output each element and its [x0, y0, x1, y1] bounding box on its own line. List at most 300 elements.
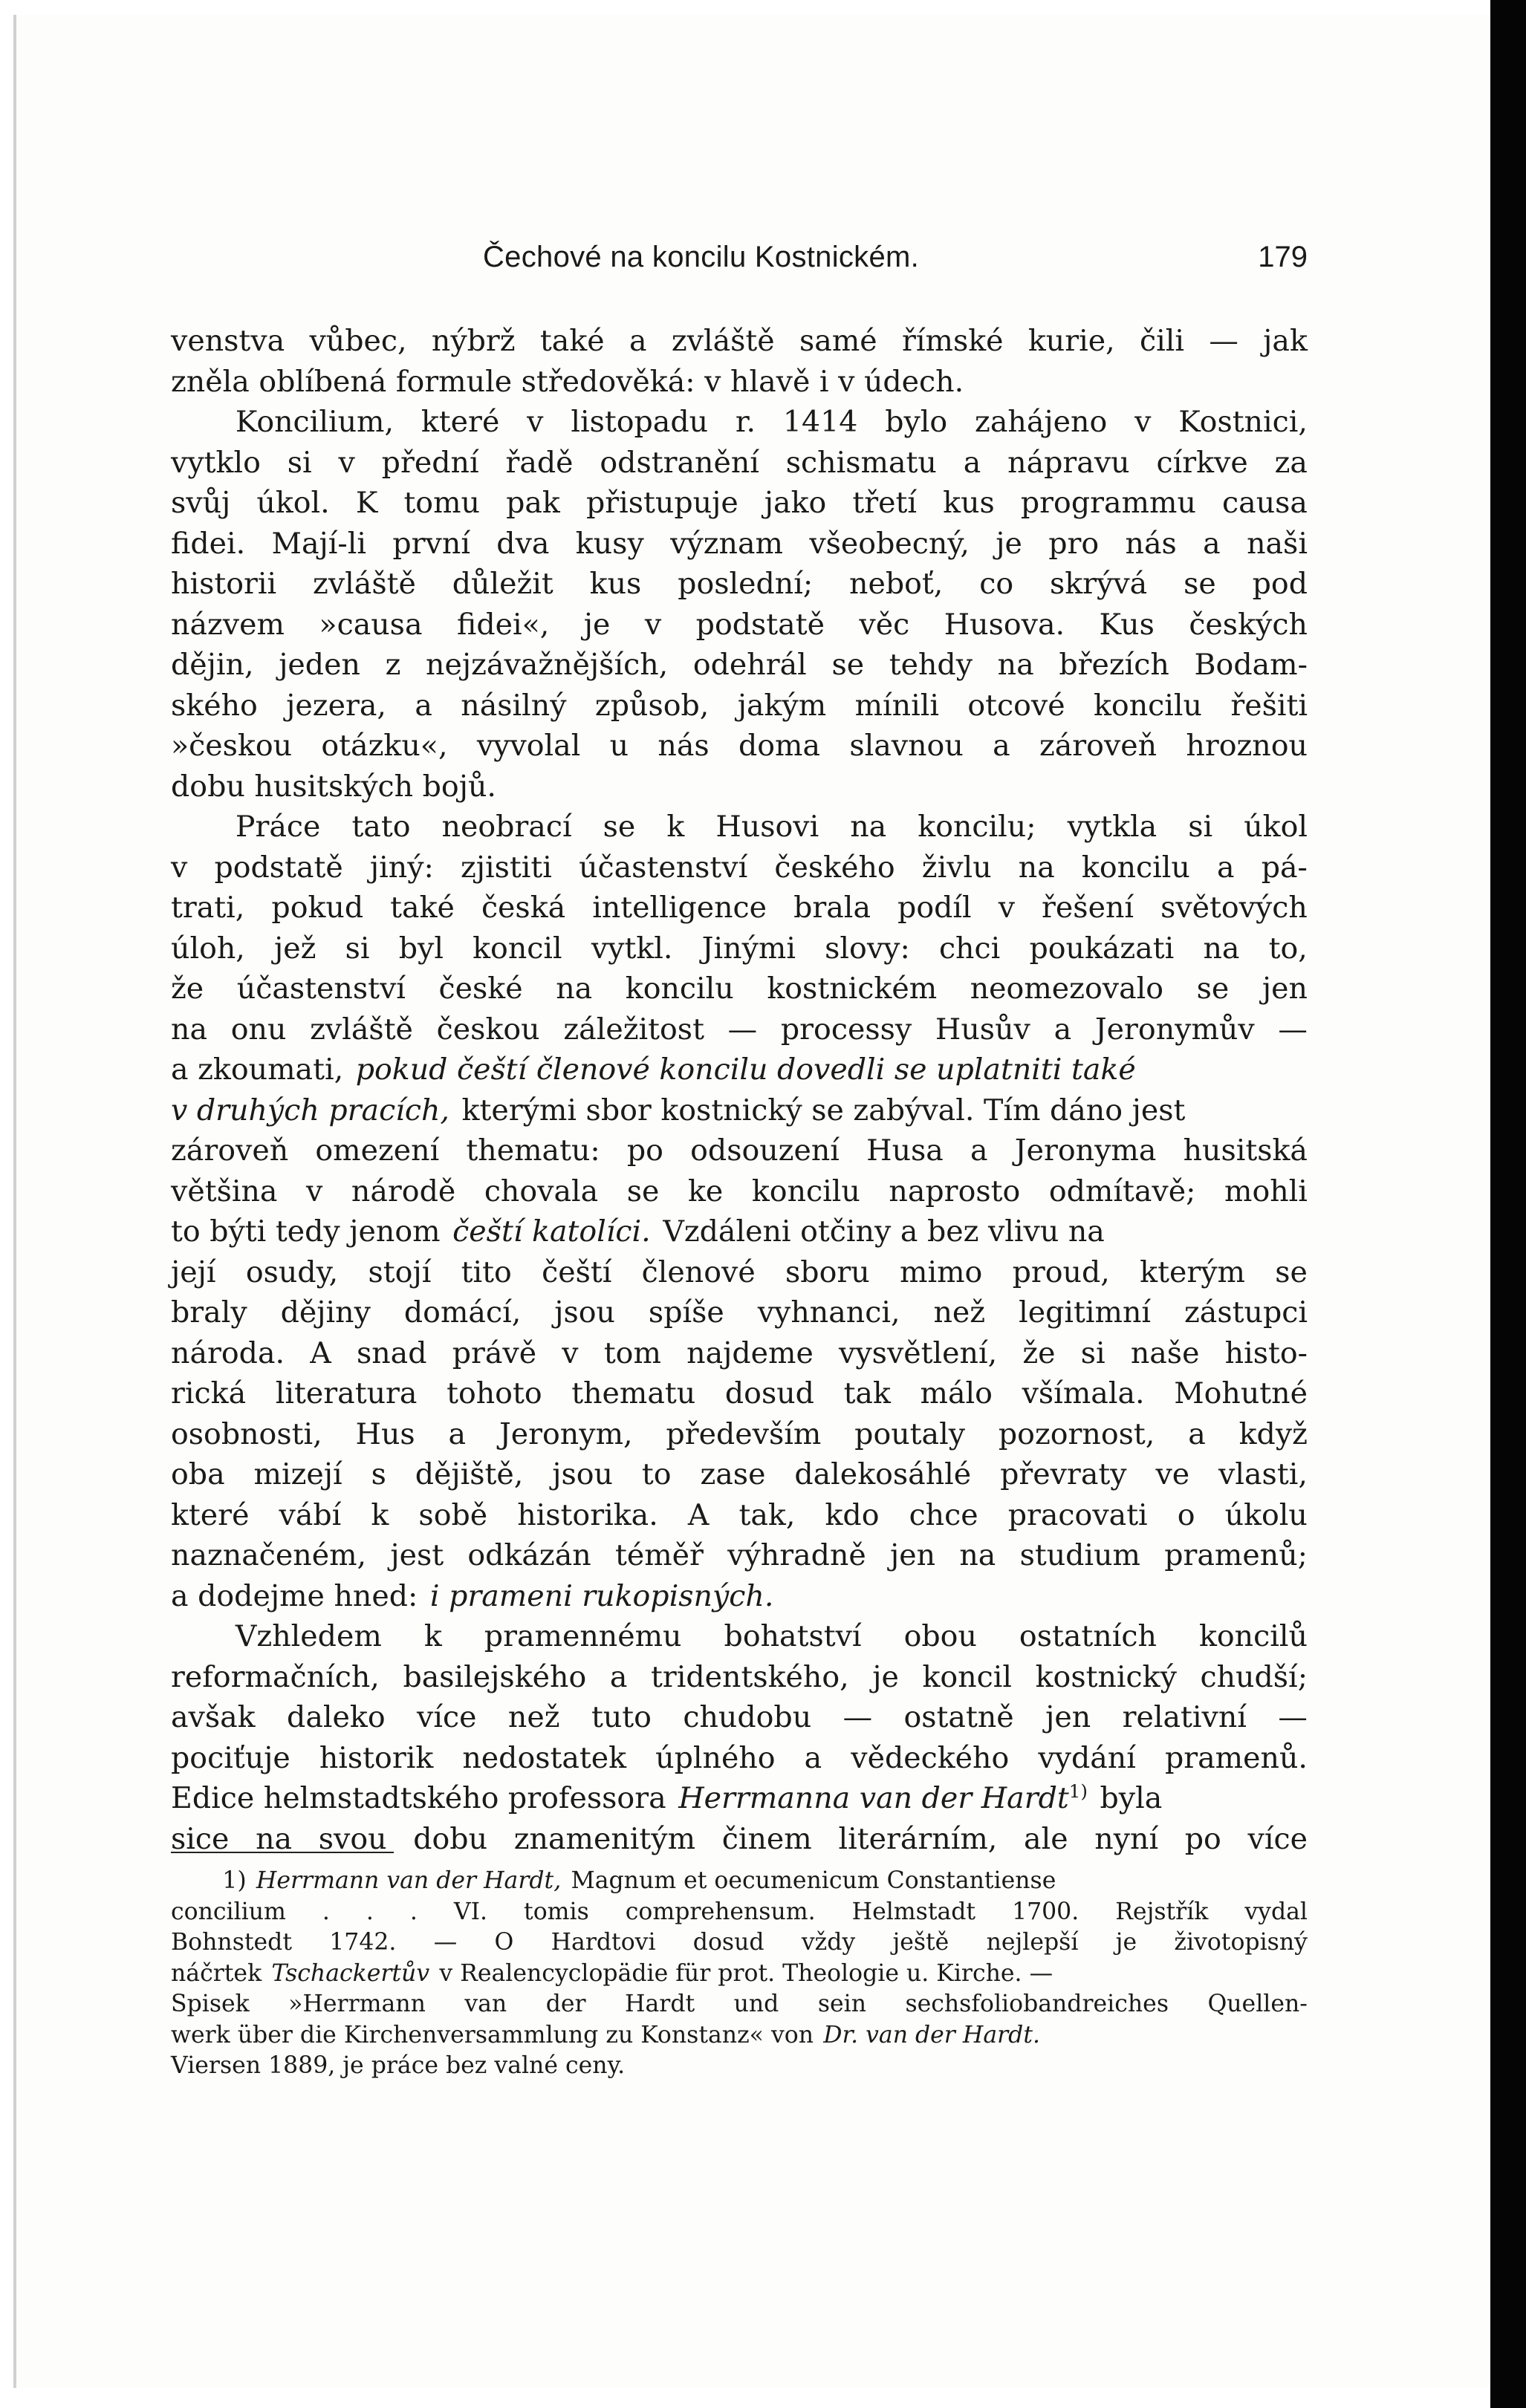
- word: Hardtovi: [551, 1929, 656, 1956]
- word: u: [609, 729, 629, 763]
- text-span: a dodejme hned:: [171, 1578, 418, 1613]
- word: a: [1053, 1012, 1072, 1047]
- word: proud,: [1012, 1255, 1110, 1289]
- word: vydání: [1038, 1740, 1136, 1775]
- word: úkolu: [1224, 1497, 1308, 1532]
- word: že: [1022, 1335, 1056, 1370]
- text-span: náčrtek: [171, 1959, 262, 1987]
- word: důležit: [452, 567, 553, 601]
- word: výhradně: [727, 1538, 866, 1572]
- text-line: [171, 645, 1308, 686]
- word: podíl: [897, 891, 972, 925]
- text-line: [171, 888, 1308, 928]
- word: o: [1177, 1497, 1195, 1532]
- word: dějiště,: [415, 1457, 524, 1491]
- word: mohli: [1224, 1174, 1308, 1208]
- word: 1700.: [1012, 1898, 1079, 1925]
- word: sobě: [418, 1497, 488, 1532]
- word: na: [171, 1012, 207, 1047]
- word: spíše: [648, 1295, 724, 1330]
- word: Quellen-: [1207, 1991, 1308, 2017]
- text-line: [171, 321, 1308, 362]
- word: pramennému: [484, 1619, 682, 1653]
- word: které: [171, 1497, 250, 1532]
- word: za: [1274, 445, 1308, 480]
- word: se: [1196, 972, 1230, 1006]
- word: a: [1188, 1416, 1206, 1451]
- text-line: zněla oblíbená formule středověká: v hlavě i v údech.: [171, 364, 964, 399]
- word: pokud: [271, 891, 364, 925]
- word: tridentského,: [650, 1659, 849, 1694]
- word: Spisek: [171, 1991, 250, 2017]
- word: venstva: [171, 324, 285, 358]
- word: tak,: [738, 1497, 796, 1532]
- word: které: [421, 405, 500, 439]
- word: a: [448, 1416, 467, 1451]
- word: kurie,: [1027, 324, 1115, 358]
- footnote-line: [171, 1866, 1308, 1897]
- word: převraty: [1000, 1457, 1127, 1491]
- word: si: [287, 445, 312, 480]
- text-line: [171, 1171, 1308, 1212]
- word: odstranění: [600, 445, 759, 480]
- word: ského: [171, 688, 258, 723]
- word: a: [1217, 850, 1235, 885]
- word: oba: [171, 1457, 225, 1491]
- word: třetí: [852, 486, 918, 520]
- text-line: [171, 1252, 1308, 1293]
- text-line: [171, 1414, 1308, 1455]
- word: přistupuje: [585, 486, 738, 520]
- word: najdeme: [686, 1335, 814, 1370]
- word: jen: [1045, 1700, 1091, 1734]
- text-line: [171, 1009, 1308, 1050]
- word: tak: [843, 1376, 891, 1410]
- word: Koncilium,: [235, 405, 395, 439]
- word: z: [385, 648, 401, 682]
- word: je: [583, 607, 611, 642]
- word: také: [539, 324, 605, 358]
- word: listopadu: [571, 405, 709, 439]
- word: Hardt: [625, 1991, 695, 2017]
- word: národa.: [171, 1335, 285, 1370]
- word: přední: [381, 445, 479, 480]
- word: A: [687, 1497, 710, 1532]
- word: také: [390, 891, 455, 925]
- word: tom: [603, 1335, 661, 1370]
- word: chovala: [484, 1174, 599, 1208]
- word: —: [727, 1012, 758, 1047]
- word: Husova.: [944, 607, 1065, 642]
- word: .: [409, 1898, 418, 1925]
- word: je: [1115, 1929, 1137, 1956]
- word: řadě: [505, 445, 574, 480]
- word: málo: [920, 1376, 993, 1410]
- footnote-reference[interactable]: 1): [1068, 1780, 1088, 1802]
- word: čeští: [542, 1255, 612, 1289]
- word: mizejí: [253, 1457, 342, 1491]
- word: .: [322, 1898, 330, 1925]
- word: k: [371, 1497, 389, 1532]
- word: vůbec,: [309, 324, 407, 358]
- word: vytkla: [1067, 810, 1158, 844]
- word: odsouzení: [690, 1133, 840, 1168]
- word: Husovi: [715, 810, 819, 844]
- word: »českou: [171, 729, 293, 763]
- footnote-line: [171, 1897, 1308, 1928]
- word: více: [417, 1700, 477, 1734]
- word: ke: [687, 1174, 724, 1208]
- page-number: 179: [1258, 241, 1308, 273]
- word: na: [959, 1538, 996, 1572]
- word: dalekosáhlé: [794, 1457, 972, 1491]
- word: historii: [171, 567, 277, 601]
- italic-emphasis: Herrmanna van der Hardt: [678, 1781, 1069, 1815]
- italic-emphasis: v druhých pracích,: [171, 1093, 449, 1127]
- text-span: kterými sbor kostnický se zabýval. Tím dáno jest: [461, 1093, 1186, 1127]
- word: .: [366, 1898, 374, 1925]
- word: záležitost: [563, 1012, 704, 1047]
- word: na: [850, 810, 887, 844]
- word: co: [979, 567, 1014, 601]
- word: v: [1134, 405, 1152, 439]
- word: 1414: [782, 405, 858, 439]
- word: sice: [171, 1821, 230, 1856]
- word: odmítavě;: [1048, 1174, 1196, 1208]
- text-line: [171, 605, 1308, 645]
- word: pramenů.: [1164, 1740, 1308, 1775]
- word: kusy: [575, 526, 644, 561]
- word: koncilů: [1198, 1619, 1308, 1653]
- word: poutaly: [854, 1416, 966, 1451]
- word: programmu: [1020, 486, 1196, 520]
- word: ve: [1155, 1457, 1190, 1491]
- word: tato: [351, 810, 411, 844]
- main-text: [171, 321, 1308, 1859]
- word: k: [423, 1619, 442, 1653]
- word: se: [1275, 1255, 1308, 1289]
- word: nápravu: [1007, 445, 1130, 480]
- text-line: [171, 1778, 1308, 1819]
- word: církve: [1156, 445, 1248, 480]
- text-line: [171, 969, 1308, 1009]
- word: českou: [436, 1012, 540, 1047]
- word: názvem: [171, 607, 285, 642]
- word: thematu:: [466, 1133, 600, 1168]
- word: se: [1184, 567, 1216, 601]
- word: si: [1080, 1335, 1105, 1370]
- italic-with-note: [678, 1778, 1088, 1819]
- word: nedostatek: [462, 1740, 627, 1775]
- word: to: [641, 1457, 672, 1491]
- word: vyvolal: [476, 729, 581, 763]
- text-line: [171, 402, 1308, 443]
- word: národě: [351, 1174, 456, 1208]
- word: legitimní: [1019, 1295, 1152, 1330]
- word: ale: [1024, 1821, 1068, 1856]
- word: literárním,: [838, 1821, 998, 1856]
- word: Mohutné: [1174, 1376, 1308, 1410]
- word: vytklo: [171, 445, 261, 480]
- word: na: [997, 648, 1034, 682]
- italic-emphasis: čeští katolíci.: [452, 1214, 651, 1249]
- italic-emphasis: Dr. van der Hardt.: [823, 2021, 1041, 2049]
- word: českého: [774, 850, 895, 885]
- text-line: [171, 1616, 1308, 1657]
- word: násilný: [461, 688, 567, 723]
- word: na: [256, 1821, 293, 1856]
- word: snad: [356, 1335, 427, 1370]
- word: je: [996, 526, 1022, 561]
- word: kdo: [825, 1497, 880, 1532]
- word: poslední;: [678, 567, 814, 601]
- word: nejlepší: [986, 1929, 1079, 1956]
- word: Jeronymův: [1094, 1012, 1255, 1047]
- word: ještě: [892, 1929, 949, 1956]
- word: české: [438, 972, 523, 1006]
- word: trati,: [171, 891, 245, 925]
- word: chudobu: [683, 1700, 812, 1734]
- word: zároveň: [1039, 729, 1158, 763]
- word: především: [666, 1416, 822, 1451]
- word: vábí: [279, 1497, 342, 1532]
- word: sechsfoliobandreiches: [905, 1991, 1169, 2017]
- word: koncil: [473, 931, 562, 966]
- word: tito: [461, 1255, 512, 1289]
- word: slovy:: [825, 931, 910, 966]
- word: histo-: [1224, 1335, 1308, 1370]
- word: »causa: [319, 607, 423, 642]
- word: pak: [506, 486, 560, 520]
- text-line: [171, 1292, 1308, 1333]
- word: naši: [1247, 526, 1308, 561]
- word: und: [733, 1991, 779, 2017]
- word: činem: [721, 1821, 812, 1856]
- word: omezení: [315, 1133, 440, 1168]
- text-line: [171, 443, 1308, 484]
- word: úplného: [655, 1740, 776, 1775]
- word: slavnou: [849, 729, 964, 763]
- word: se: [603, 810, 636, 844]
- word: a: [609, 1659, 628, 1694]
- word: úkol.: [256, 486, 330, 520]
- word: —: [433, 1929, 458, 1956]
- word: doma: [738, 729, 821, 763]
- italic-emphasis: Herrmann van der Hardt,: [256, 1867, 562, 1894]
- word: Bohnstedt: [171, 1929, 292, 1956]
- word: Kus: [1099, 607, 1155, 642]
- word: odkázán: [467, 1538, 591, 1572]
- word: thematu: [571, 1376, 696, 1410]
- word: chci: [938, 931, 1001, 966]
- word: fidei.: [171, 526, 246, 561]
- word: relativní: [1122, 1700, 1247, 1734]
- word: Mají-li: [271, 526, 367, 561]
- word: fidei«,: [456, 607, 550, 642]
- word: naše: [1130, 1335, 1200, 1370]
- word: to,: [1268, 931, 1308, 966]
- word: mínili: [854, 688, 940, 723]
- word: byl: [398, 931, 444, 966]
- word: vydal: [1244, 1898, 1308, 1925]
- word: pro: [1048, 526, 1100, 561]
- word: tohoto: [447, 1376, 542, 1410]
- word: otcové: [967, 688, 1065, 723]
- text-line: [171, 483, 1308, 524]
- word: zase: [700, 1457, 766, 1491]
- text-line: [171, 807, 1308, 847]
- word: ostatních: [1019, 1619, 1157, 1653]
- word: než: [933, 1295, 986, 1330]
- text-line: [171, 1657, 1308, 1698]
- word: v: [644, 607, 662, 642]
- word: koncilu: [751, 1174, 860, 1208]
- text-line: [171, 1130, 1308, 1171]
- text-span: Magnum et oecumenicum Constantiense: [571, 1867, 1056, 1894]
- text-line: [171, 1373, 1308, 1414]
- word: »Herrmann: [288, 1991, 426, 2017]
- word: jakým: [737, 688, 827, 723]
- word: účastenství: [236, 972, 406, 1006]
- word: Vzhledem: [235, 1619, 382, 1653]
- word: naprosto: [889, 1174, 1021, 1208]
- word: otázku«,: [321, 729, 448, 763]
- word: zahájeno: [975, 405, 1108, 439]
- footnote-divider: [171, 1852, 394, 1853]
- word: obou: [903, 1619, 977, 1653]
- word: K: [355, 486, 378, 520]
- word: ostatně: [903, 1700, 1014, 1734]
- word: si: [345, 931, 370, 966]
- word: samé: [799, 324, 877, 358]
- text-line: [171, 564, 1308, 605]
- word: po: [1184, 1821, 1221, 1856]
- word: Kostnici,: [1178, 405, 1308, 439]
- word: neomezovalo: [970, 972, 1164, 1006]
- word: vědeckého: [851, 1740, 1010, 1775]
- text-line: [171, 1738, 1308, 1779]
- word: sein: [817, 1991, 866, 2017]
- word: der: [545, 1991, 586, 2017]
- text-line: dobu husitských bojů.: [171, 769, 496, 804]
- word: nýbrž: [431, 324, 516, 358]
- word: osudy,: [245, 1255, 339, 1289]
- word: hroznou: [1186, 729, 1308, 763]
- word: na: [1203, 931, 1240, 966]
- word: Práce: [235, 810, 321, 844]
- word: v: [338, 445, 355, 480]
- word: tehdy: [889, 648, 973, 682]
- text-span: werk über die Kirchenversammlung zu Konstanz« von: [171, 2021, 814, 2049]
- word: nyní: [1094, 1821, 1159, 1856]
- word: intelligence: [592, 891, 767, 925]
- word: chce: [909, 1497, 978, 1532]
- word: jsou: [552, 1457, 613, 1491]
- text-span: a zkoumati,: [171, 1052, 344, 1087]
- word: svou: [318, 1821, 387, 1856]
- word: r.: [735, 405, 756, 439]
- word: všímala.: [1022, 1376, 1145, 1410]
- word: poukázati: [1029, 931, 1175, 966]
- word: bylo: [885, 405, 948, 439]
- word: k: [666, 810, 685, 844]
- footnote-line: [171, 1927, 1308, 1959]
- word: si: [1188, 810, 1213, 844]
- word: dějin,: [171, 648, 254, 682]
- word: vytkl.: [591, 931, 673, 966]
- footnote-line: [171, 2020, 1308, 2051]
- word: dějiny: [280, 1295, 371, 1330]
- text-span: byla: [1100, 1781, 1163, 1815]
- text-line: [171, 1333, 1308, 1374]
- word: věc: [859, 607, 910, 642]
- word: úkol: [1244, 810, 1308, 844]
- page-header: [171, 241, 1308, 285]
- footnote-line: [171, 1959, 1308, 1990]
- word: pod: [1252, 567, 1308, 601]
- word: schismatu: [785, 445, 937, 480]
- word: zvláště: [313, 567, 416, 601]
- text-span: to býti tedy jenom: [171, 1214, 441, 1249]
- word: jen: [890, 1538, 936, 1572]
- word: —: [1278, 1700, 1308, 1734]
- word: Rejstřík: [1115, 1898, 1209, 1925]
- text-span: Edice helmstadtského professora: [171, 1781, 666, 1815]
- word: pozornost,: [998, 1416, 1155, 1451]
- word: van: [464, 1991, 507, 2017]
- word: znamenitým: [513, 1821, 696, 1856]
- word: odehrál: [692, 648, 807, 682]
- word: studium: [1019, 1538, 1140, 1572]
- word: nejzávažnějších,: [426, 648, 669, 682]
- word: v: [171, 850, 188, 885]
- word: svůj: [171, 486, 231, 520]
- word: rická: [171, 1376, 247, 1410]
- text-line: [171, 686, 1308, 726]
- word: českých: [1189, 607, 1308, 642]
- word: v: [527, 405, 544, 439]
- word: a: [629, 324, 647, 358]
- word: kus: [589, 567, 642, 601]
- word: Jeronym,: [499, 1416, 633, 1451]
- word: tuto: [591, 1700, 652, 1734]
- word: skrývá: [1049, 567, 1148, 601]
- word: zvláště: [671, 324, 775, 358]
- text-line: [171, 1050, 1308, 1090]
- word: kus: [943, 486, 995, 520]
- word: brala: [793, 891, 871, 925]
- text-line: [171, 928, 1308, 969]
- word: dva: [496, 526, 550, 561]
- word: processy: [780, 1012, 912, 1047]
- italic-emphasis: i prameni rukopisných.: [429, 1578, 774, 1613]
- text-line: [171, 726, 1308, 767]
- word: význam: [670, 526, 783, 561]
- text-line: [171, 847, 1308, 888]
- word: s: [371, 1457, 386, 1491]
- text-line: [171, 1576, 1308, 1617]
- word: husitská: [1183, 1133, 1308, 1168]
- word: tomis: [524, 1898, 589, 1925]
- word: řešiti: [1230, 688, 1308, 723]
- word: koncil: [922, 1659, 1013, 1694]
- word: řešení: [1042, 891, 1134, 925]
- word: koncilu: [625, 972, 734, 1006]
- word: právě: [452, 1335, 537, 1370]
- word: většina: [171, 1174, 278, 1208]
- word: a: [963, 445, 981, 480]
- word: pociťuje: [171, 1740, 290, 1775]
